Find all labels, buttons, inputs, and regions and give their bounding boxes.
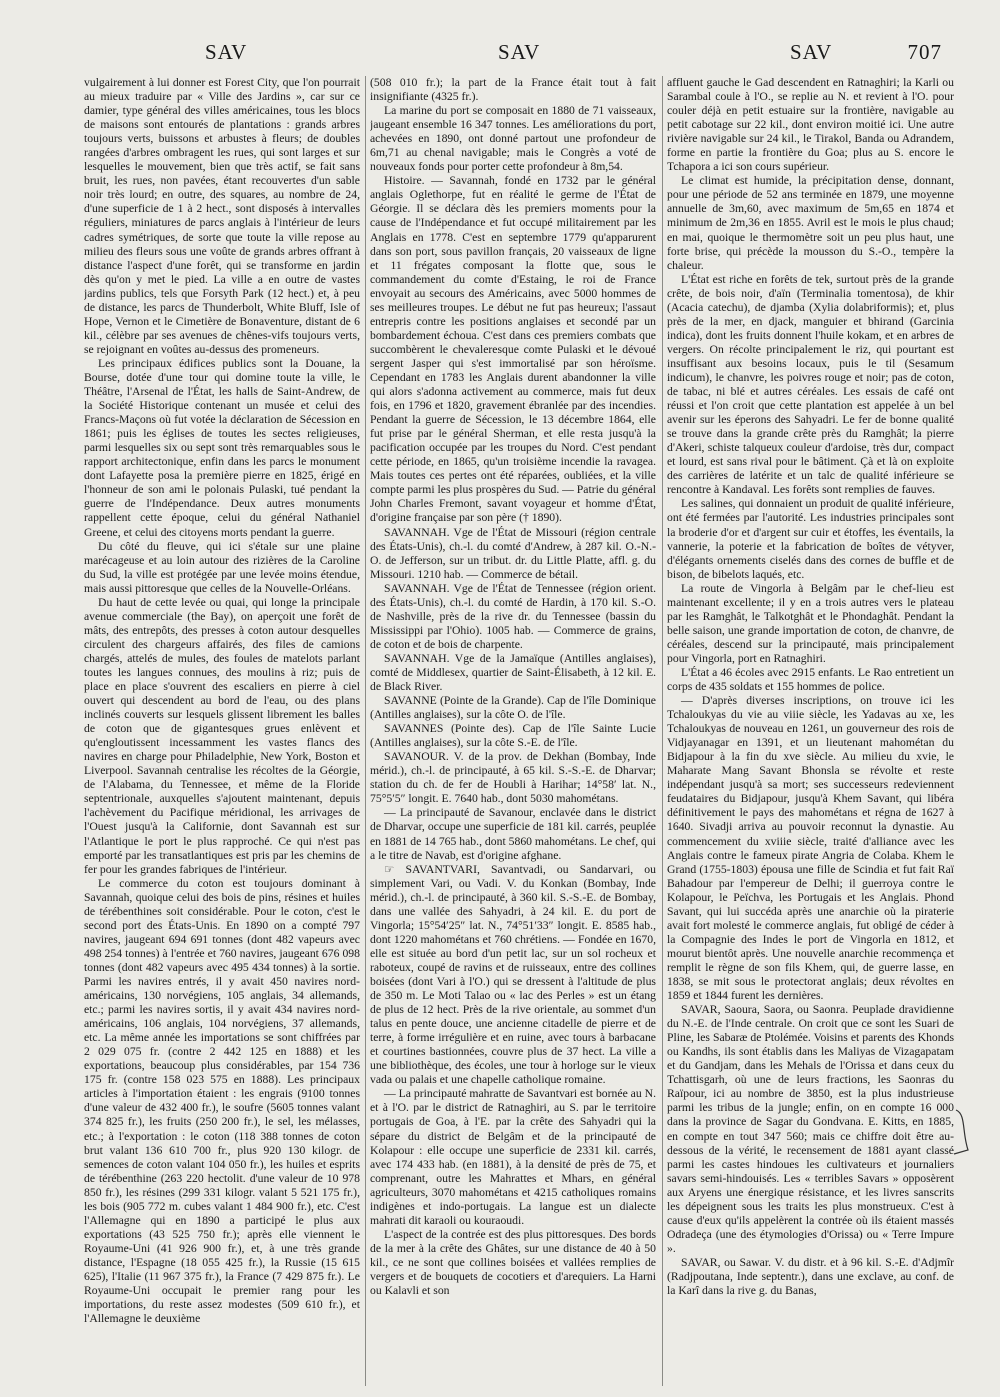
page-number: 707 <box>907 40 942 64</box>
running-header <box>0 40 1000 70</box>
entry-savanour: SAVANOUR. V. de la prov. de Dekhan (Bombay, Inde mérid.), ch.-l. de principauté, à 65 kil. S.-S.-E. de Dharvar; station du ch. de fer de Houbli à Harihar; 14°58′ lat. N., 75°5′5″ longit. E. 7640 hab., dont 5030 mahométans. <box>370 750 656 806</box>
paragraph: Le climat est humide, la précipitation dense, donnant, pour une période de 52 ans terminée en 1879, une moyenne annuelle de 3m,60, avec maximum de 5m,65 en 1874 et minimum de 2m,36 en 1855. Avril est le mois le plus chaud; en mai, quoique le thermomètre soit un peu plus haut, une forte brise, qui précède la mousson du S.-O., tempère la chaleur. <box>667 174 954 272</box>
paragraph: Le commerce du coton est toujours dominant à Savannah, quoique celui des bois de pins, résines et huiles de térébenthines soit considérable. Pour le coton, c'est le second port des États-Unis. En 1890 on a compté 797 navires, jaugeant 694 691 tonnes (dont 482 vapeurs avec 498 254 tonnes) à l'entrée et 760 navires, jaugeant 676 098 tonnes (dont 482 vapeurs avec 495 434 tonnes) à la sortie. Parmi les navires entrés, il y avait 450 navires nord-américains, 130 norvégiens, 105 anglais, 34 allemands, etc.; parmi les navires sortis, il y avait 434 navires nord-américains, 106 anglais, 104 norvégiens, 37 allemands, etc. La même année les importations se sont chiffrées par 2 029 075 fr. (contre 2 442 125 en 1888) et les exportations, beaucoup plus considérables, par 154 736 175 fr. (contre 158 023 575 en 1888). Les principaux articles à l'importation étaient : les engrais (9100 tonnes d'une valeur de 432 400 fr.), le soufre (5605 tonnes valant 374 825 fr.), les fruits (250 200 fr.), le sel, les mélasses, etc.; à l'exportation : le coton (118 388 tonnes de coton brut valant 136 610 700 fr., plus 920 130 kilogr. de semences de coton valant 104 050 fr.), les huiles et esprits de térébenthine (263 220 hectolit. d'une valeur de 10 978 850 fr.), les résines (299 331 kilogr. valant 5 521 175 fr.), les bois (905 772 m. cubes valant 1 484 900 fr.), etc. C'est l'Allemagne qui en 1890 a participé le plus aux exportations (43 525 750 fr.); après elle viennent le Royaume-Uni (41 926 900 fr.), et, à une très grande distance, l'Espagne (18 055 425 fr.), la Russie (15 615 625), l'Italie (11 967 375 fr.), la France (7 429 875 fr.). Le Royaume-Uni occupait le premier rang pour les importations, du reste assez modestes (509 610 fr.), et l'Allemagne le deuxième <box>84 876 360 1326</box>
paragraph: — La principauté de Savanour, enclavée dans le district de Dharvar, occupe une superficie de 181 kil. carrés, peuplée en 1881 de 14 765 hab., dont 5860 mahométans. Le chef, qui a le titre de Navab, est d'origine afghane. <box>370 806 656 862</box>
paragraph: La route de Vingorla à Belgâm par le chef-lieu est maintenant excellente; il y en a trois autres vers le plateau par les Ramghât, le Talkotghât et le Phondaghât. Pendant la belle saison, une grande importation de coton, de chanvre, de céréales, descend sur la principauté, mais principalement pour Vingorla, port en Ratnaghiri. <box>667 581 954 665</box>
paragraph: Histoire. — Savannah, fondé en 1732 par le général anglais Oglethorpe, fut en réalité le germe de l'État de Géorgie. Il se déclara dès les premiers moments pour la cause de l'Indépendance et fut occupé militairement par les Anglais en 1778. C'est en septembre 1779 qu'apparurent dans son port, sous pavillon français, 20 vaisseaux de ligne et 11 frégates composant la flotte que, sous le commandement du comte d'Estaing, le roi de France envoyait au secours des Américains, avec 5000 hommes de ses meilleures troupes. Le début ne fut pas heureux; l'assaut entrepris contre les positions anglaises et secondé par un bombardement échoua. C'est dans ces premiers combats que succombèrent le chevaleresque comte Pulaski et le dévoué sergent Jasper qui s'est immortalisé par son héroïsme. Cependant en 1783 les Anglais durent abandonner la ville qui alors s'adonna activement au commerce, mais fut deux fois, en 1796 et 1820, gravement ébranlée par des incendies. Pendant la guerre de Sécession, le 13 décembre 1864, elle fut prise par le général Sherman, et elle resta jusqu'à la pacification occupée par les troupes du Nord. C'est pendant cette période, en 1865, qu'un troisième incendie la ravagea. Mais toutes ces pertes ont été réparées, oubliées, et la ville compte parmi les plus prospères du Sud. — Patrie du général John Charles Fremont, savant voyageur et homme d'État, d'origine française par son père († 1890). <box>370 174 656 525</box>
text-column-2 <box>370 76 656 1386</box>
paragraph: Du haut de cette levée ou quai, qui longe la principale avenue commerciale (the Bay), on aperçoit une forêt de mâts, des entrepôts, des presses à coton autour desquelles circulent des chargeurs affairés, des files de camions chargés, attelés de mules, des foules de matelots parlant toutes les langues connues, des moulins à riz; puis de place en place s'ouvrent des escaliers en pierre à ciel ouvert qui descendent au bord de l'eau, ou des plans inclinés couverts sur lesquels glissent librement les balles de coton que de gigantesques grues enlèvent et qu'engloutissent incessamment les vastes flancs des navires en charge pour Philadelphie, New York, Boston et Liverpool. Savannah centralise les récoltes de la Géorgie, de l'Alabama, du Tennessee, et même de la Floride septentrionale, auxquelles s'ajoutent maintenant, depuis l'achèvement du Pacifique méridional, les arrivages de l'Ouest jusqu'à la Californie, dont Savannah est sur l'Atlantique le port le plus rapproché. Ce qui n'est pas emporté par les transatlantiques est pris par les chemins de fer pour les grandes fabriques de l'intérieur. <box>84 595 360 876</box>
paragraph: affluent gauche le Gad descendent en Ratnaghiri; la Karli ou Sarambal coule à l'O., se replie au N. et revient à l'O. pour couler déjà en petit estuaire sur la frontière, navigable au petit cabotage sur 22 kil., dont environ moitié ici. Une autre rivière navigable sur 24 kil., le Tirakol, Banda ou Adrandem, forme en partie la frontière du Goa; plus au S. encore le Tchapora a ici son cours supérieur. <box>667 76 954 174</box>
paragraph: (508 010 fr.); la part de la France était tout à fait insignifiante (4325 fr.). <box>370 76 656 104</box>
entry-savannah-tennessee: SAVANNAH. Vge de l'État de Tennessee (région orient. des États-Unis), ch.-l. du comté de Hardin, à 170 kil. S.-O. de Nashville, près de la rive dr. du Tennessee (bassin du Mississippi par l'Ohio). 1005 hab. — Commerce de grains, de coton et de bois de charpente. <box>370 581 656 651</box>
paragraph: — La principauté mahratte de Savantvari est bornée au N. et à l'O. par le district de Ratnaghiri, au S. par le territoire portugais de Goa, à l'E. par la crête des Sahyadri qui la sépare du district de Belgâm et de la principauté de Kolapour : elle occupe une superficie de 2331 kil. carrés, avec 174 433 hab. (en 1881), à la densité de près de 75, et comprenant, outre les Mahrattes et Mhars, en général agriculteurs, 3070 mahométans et 4215 catholiques romains indigènes et indo-portugais. La langue est un dialecte mahrati dit karaoli ou kouraoudi. <box>370 1087 656 1227</box>
header-left-word: SAV <box>205 40 248 64</box>
entry-savantvari: ☞ SAVANTVARI, Savantvadi, ou Sandarvari, ou simplement Vari, ou Vadi. V. du Konkan (Bombay, Inde mérid.), ch.-l. de principauté, à 360 kil. S.-S.-E. de Bombay, dans une vallée des Sahyadri, à 24 kil. E. du port de Vingorla; 15°54′25″ lat. N., 74°51′33″ longit. E. 8585 hab., dont 1220 mahométans et 760 chrétiens. — Fondée en 1670, elle est située au bord d'un petit lac, sur un sol rocheux et raboteux, coupé de ravins et de ruisseaux, entre des collines boisées (dont Vari à l'O.) qui se dressent à l'altitude de plus de 350 m. Le Moti Talao ou « lac des Perles » est un étang de plus de 12 hect. Près de la rive orientale, au sommet d'un talus en pente douce, une ancienne citadelle de pierre et de terre, à forme irrégulière et en ruine, avec tours à barbacane et courtines bastionnées, couvre plus de 37 hect. La ville a une bibliothèque, des écoles, une tour à horloge sur le vieux vada ou palais et une chapelle catholique romaine. <box>370 862 656 1087</box>
paragraph: vulgairement à lui donner est Forest City, que l'on pourrait au mieux traduire par « Ville des Jardins », car sur ce damier, type général des villes américaines, tous les blocs de maisons sont entourés de plantations : grands arbres toujours verts, buissons et arbustes à fleurs; de doubles rangées d'arbres ombragent les rues, qui sont larges et sur lesquelles le mouvement, bien que très actif, se fait sans bruit, les rues, non pavées, étant recouvertes d'un sable noir très lourd; en outre, des squares, au nombre de 24, d'une superficie de 1 à 2 hect., sont disposés à intervalles réguliers, miniatures de parcs anglais à l'intérieur de leurs cadres symétriques, de sorte que toute la ville repose au milieu des fleurs sous une voûte de grands arbres offrant à distance l'aspect d'une forêt, qui se transforme en jardin dès qu'on y met le pied. La ville a en outre de vastes jardins publics, tels que Forsyth Park (12 hect.) et, à peu de distance, les parcs de Thunderbolt, White Bluff, Isle of Hope, Vernon et le Cimetière de Bonaventure, distant de 6 kil., célèbre par ses avenues de chênes-vifs toujours verts, se rejoignant en voûtes au-dessus des promeneurs. <box>84 76 360 356</box>
entry-savannah-jamaique: SAVANNAH. Vge de la Jamaïque (Antilles anglaises), comté de Middlesex, quartier de Saint-Élisabeth, à 12 kil. E. de Black River. <box>370 651 656 694</box>
paragraph: Les principaux édifices publics sont la Douane, la Bourse, dotée d'une tour qui domine toute la ville, le Théâtre, l'Arsenal de l'État, les halls de Saint-Andrew, de la Société Historique contenant un musée et celui des Francs-Maçons où fut votée la déclaration de Sécession en 1861; puis les églises de toutes les sectes religieuses, parmi lesquelles six ou sept sont très remarquables sous le rapport architectonique, enfin dans les parcs le monument dont Lafayette posa la première pierre en 1825, érigé en l'honneur de son ami le polonais Pulaski, tué pendant la guerre de l'Indépendance. Deux autres monuments rappellent cette époque, celui du général Nathaniel Greene, et celui des citoyens morts pendant la guerre. <box>84 356 360 539</box>
paragraph: Les salines, qui donnaient un produit de qualité inférieure, ont été fermées par l'autorité. Les industries principales sont la broderie d'or et d'argent sur cuir et étoffes, les éventails, la vannerie, la poterie et la fabrication de boîtes de vétyver, d'élégants ornements ciselés dans des cornes de buffle et de bison, de bibelots laqués, etc. <box>667 497 954 581</box>
text-column-1 <box>84 76 360 1386</box>
entry-savannah-missouri: SAVANNAH. Vge de l'État de Missouri (région centrale des États-Unis), ch.-l. du comté d'Andrew, à 287 kil. O.-N.-O. de Jefferson, sur un tribut. dr. du Little Platte, affl. g. du Missouri. 1210 hab. — Commerce de bétail. <box>370 525 656 581</box>
paragraph: L'État a 46 écoles avec 2915 enfants. Le Rao entretient un corps de 435 soldats et 155 hommes de police. <box>667 665 954 694</box>
entry-savar-peuplade: SAVAR, Saoura, Saora, ou Saonra. Peuplade dravidienne du N.-E. de l'Inde centrale. On croit que ce sont les Suari de Pline, les Sabaræ de Ptolémée. Voisins et parents des Khonds ou Kandhs, ils sont établis dans les Maliyas de Vizagapatam et du Gandjam, dans les Mehals de l'Orissa et dans ceux du Tchattisgarh, où une de leurs fractions, les Saonras du Raïpour, ici au nombre de 3850, est la plus industrieuse parmi les tribus de la jungle; enfin, on en compte 16 000 dans la province de Sagar du Gondvana. E. Kitts, en 1885, en compte en tout 347 560; mais ce chiffre doit être au-dessous de la vérité, le recensement de 1881 ayant classé parmi les castes hindoues les cultivateurs et journaliers savars semi-hindouisés. Les « terribles Savars » opposèrent aux Aryens une énergique résistance, et les livres sanscrits les dépeignent sous les traits les plus monstrueux. C'est à cause d'eux qu'ils appelèrent la contrée où ils étaient massés Odradeça (une des étymologies d'Orissa) ou « Terre Impure ». <box>667 1003 954 1255</box>
entry-savar-ville: SAVAR, ou Sawar. V. du distr. et à 96 kil. S.-E. d'Adjmîr (Radjpoutana, Inde septentr.), dans une exclave, au conf. de la Karî dans la rive g. du Banas, <box>667 1255 954 1298</box>
text-column-3 <box>667 76 954 1386</box>
handwritten-bracket-mark <box>952 1108 976 1158</box>
paragraph: La marine du port se composait en 1880 de 71 vaisseaux, jaugeant ensemble 16 347 tonnes. Les améliorations du port, achevées en 1890, ont donné partout une profondeur de 6m,71 au chenal navigable; mais le Congrès a voté de nouveaux fonds pour porter cette profondeur à 8m,54. <box>370 104 656 174</box>
header-right-word: SAV <box>790 40 833 64</box>
paragraph: L'aspect de la contrée est des plus pittoresques. Des bords de la mer à la crête des Ghâtes, sur une distance de 40 à 50 kil., ce ne sont que collines boisées et vallées remplies de vergers et de bouquets de cocotiers et d'arequiers. La Harni ou Kalavli et son <box>370 1227 656 1298</box>
paragraph: L'État est riche en forêts de tek, surtout près de la grande crête, de bois noir, d'aïn (Terminalia tomentosa), de khir (Acacia catechu), de djamba (Xylia dolabriformis); et, plus près de la mer, en djack, manguier et bhirand (Garcinia indica), dont les fruits donnent l'huile kokam, et en arbres de vergers. On récolte principalement le riz, qui pourtant est insuffisant aux besoins locaux, puis le til (Sesamum indicum), le chanvre, les poivres rouge et noir; pas de coton, de tabac, ni blé et autres céréales. Les essais de café ont réussi et l'on croit que cette plantation est appelée à un bel avenir sur les éperons des Sahyadri. Le fer de bonne qualité se trouve dans la grande crête près du Ramghât; la pierre d'Akeri, schiste talqueux couleur d'ardoise, très dur, compact et lourd, est sans rival pour le bâtiment. Çà et là on exploite des carrières de latérite et un talc de qualité inférieure se rencontre à Kandaval. Les forêts sont remplies de fauves. <box>667 272 954 497</box>
entry-savannes: SAVANNES (Pointe des). Cap de l'île Sainte Lucie (Antilles anglaises), sur la côte S.-E. de l'île. <box>370 722 656 750</box>
entry-savanne: SAVANNE (Pointe de la Grande). Cap de l'île Dominique (Antilles anglaises), sur la côte O. de l'île. <box>370 694 656 722</box>
paragraph: Du côté du fleuve, qui ici s'étale sur une plaine marécageuse et au loin autour des rizières de la Caroline du Sud, la ville est protégée par une levée moins étendue, mais aussi pittoresque que celles de la Nouvelle-Orléans. <box>84 539 360 595</box>
column-divider <box>365 76 366 1386</box>
header-center-word: SAV <box>498 40 541 64</box>
paragraph: — D'après diverses inscriptions, on trouve ici les Tchaloukyas du vie au viiie siècle, les Yadavas au xe, les Tchaloukyas de nouveau en 1261, un gouverneur des rois de Vidjayanagar en 1391, et un lieutenant mahométan du Bidjapour à la fin du xve siècle. Au milieu du xvie, le Maharate Mang Savant Bhonsla se révolte et reste indépendant jusqu'à sa mort; ses successeurs redeviennent feudataires du Bidjapour, jusqu'à Khem Savant, qui libéra définitivement le pays des mahométans et régna de 1627 à 1640. Sivadji arriva au pouvoir reconnut la dynastie. Au commencement du xviiie siècle, traité d'alliance avec les Anglais contre le fameux pirate Angria de Colaba. Khem le Grand (1755-1803) épousa une fille de Scindia et fut fait Raï Bahadour par l'empereur de Delhi; il guerroya contre le Kolapour, le Peïchva, les Portugais et les Anglais. Phond Savant, qui lui succéda après une anarchie où la piraterie avait fort molesté le commerce anglais, fut obligé de céder à la Compagnie des Indes le port de Vingorla en 1812, et mourut bientôt après. Une nouvelle anarchie recommença et remplit le règne de son fils Khem, qui, de guerre lasse, en 1838, se mit sous le protectorat anglais; deux révoltes en 1859 et 1844 furent les dernières. <box>667 694 954 1003</box>
column-divider <box>662 76 663 1386</box>
